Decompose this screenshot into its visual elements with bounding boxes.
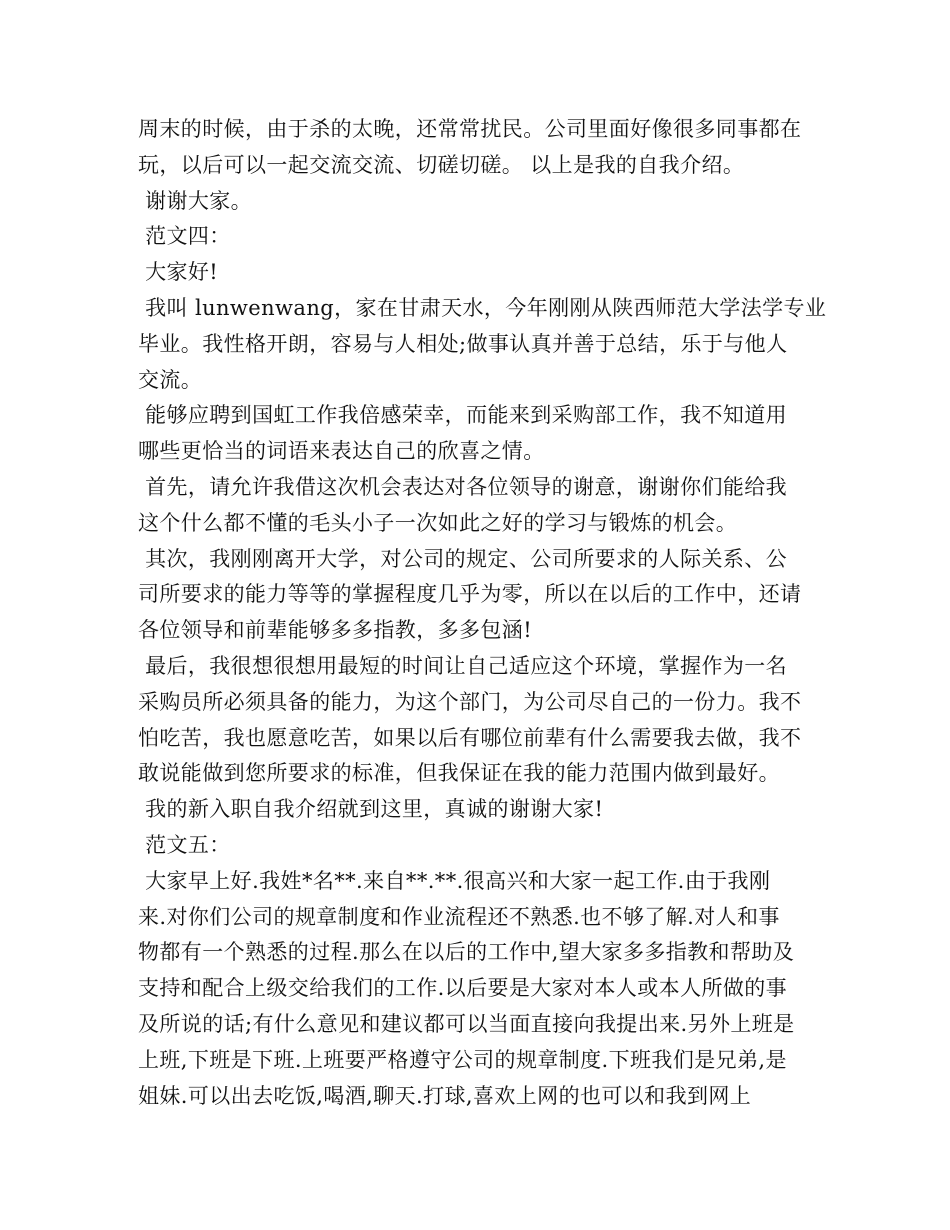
text-line: 物都有一个熟悉的过程.那么在以后的工作中,望大家多多指教和帮助及 <box>138 940 795 965</box>
text-line: 司所要求的能力等等的掌握程度几乎为零，所以在以后的工作中，还请 <box>138 582 802 607</box>
section-heading: 范文四： <box>138 224 231 249</box>
text-line: 谢谢大家。 <box>138 188 253 213</box>
text-line: 交流。 <box>138 367 203 392</box>
text-line: 各位领导和前辈能够多多指教，多多包涵! <box>138 618 533 643</box>
text-line: 采购员所必须具备的能力，为这个部门，为公司尽自己的一份力。我不 <box>138 689 802 714</box>
text-line: 周末的时候，由于杀的太晚，还常常扰民。公司里面好像很多同事都在 <box>138 117 802 141</box>
text-line: 最后，我很想很想用最短的时间让自己适应这个环境，掌握作为一名 <box>138 653 788 678</box>
section-heading: 范文五： <box>138 832 231 857</box>
text-line: 能够应聘到国虹工作我倍感荣幸，而能来到采购部工作，我不知道用 <box>138 403 788 428</box>
text-line: 其次，我刚刚离开大学，对公司的规定、公司所要求的人际关系、公 <box>138 546 788 571</box>
text-line: 来.对你们公司的规章制度和作业流程还不熟悉.也不够了解.对人和事 <box>138 904 780 929</box>
text-line: 及所说的话;有什么意见和建议都可以当面直接向我提出来.另外上班是 <box>138 1011 795 1036</box>
text-line: 敢说能做到您所要求的标准，但我保证在我的能力范围内做到最好。 <box>138 761 780 786</box>
text-line: 我叫 lunwenwang，家在甘肃天水，今年刚刚从陕西师范大学法学专业 <box>138 295 827 320</box>
text-line: 上班,下班是下班.上班要严格遵守公司的规章制度.下班我们是兄弟,是 <box>138 1047 787 1072</box>
document-body <box>138 112 828 1114</box>
text-line: 怕吃苦，我也愿意吃苦，如果以后有哪位前辈有什么需要我去做，我不 <box>138 725 802 750</box>
text-line: 姐妹.可以出去吃饭,喝酒,聊天.打球,喜欢上网的也可以和我到网上 <box>138 1083 752 1108</box>
text-line: 首先，请允许我借这次机会表达对各位领导的谢意，谢谢你们能给我 <box>138 474 788 499</box>
text-line: 毕业。我性格开朗，容易与人相处;做事认真并善于总结，乐于与他人 <box>138 331 788 356</box>
text-line: 大家早上好.我姓*名**.来自**.**.很高兴和大家一起工作.由于我刚 <box>138 868 771 893</box>
text-line: 玩，以后可以一起交流交流、切磋切磋。 以上是我的自我介绍。 <box>138 152 745 177</box>
text-line: 大家好! <box>138 260 219 285</box>
text-line: 哪些更恰当的词语来表达自己的欣喜之情。 <box>138 439 545 464</box>
text-line: 支持和配合上级交给我们的工作.以后要是大家对本人或本人所做的事 <box>138 976 788 1001</box>
text-line: 我的新入职自我介绍就到这里，真诚的谢谢大家! <box>138 797 604 822</box>
text-line: 这个什么都不懂的毛头小子一次如此之好的学习与锻炼的机会。 <box>138 510 738 535</box>
